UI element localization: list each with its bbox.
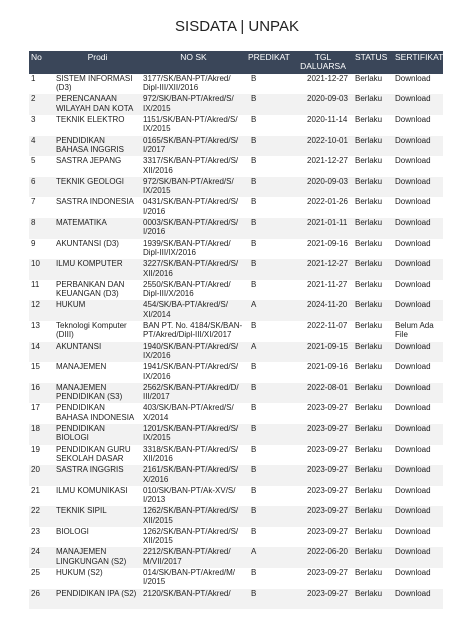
cell-prodi: PENDIDIKAN IPA (S2)	[56, 588, 137, 598]
cell-nosk: 1940/SK/BAN-PT/Akred/S/ IX/2016	[143, 341, 239, 360]
cell-nosk: 1201/SK/BAN-PT/Akred/S/ IX/2015	[143, 423, 239, 443]
header-prodi: Prodi	[87, 52, 108, 62]
cell-no: 6	[31, 176, 36, 186]
download-link[interactable]: Download	[395, 444, 431, 454]
cell-nosk: 0165/SK/BAN-PT/Akred/S/ I/2017	[143, 135, 239, 154]
cell-tgl-daluarsa: 2023-09-27	[307, 506, 348, 516]
cell-tgl-daluarsa: 2023-09-27	[307, 423, 348, 433]
cell-no: 13	[31, 320, 40, 330]
header-no: No	[31, 52, 42, 62]
table-row	[29, 445, 443, 466]
cell-tgl-daluarsa: 2022-10-01	[307, 135, 348, 145]
download-link[interactable]: Download	[395, 259, 431, 269]
cell-status: Berlaku	[355, 588, 383, 598]
table-row	[29, 383, 443, 404]
cell-no: 23	[31, 526, 40, 536]
cell-tgl-daluarsa: 2023-09-27	[307, 485, 348, 495]
cell-predikat: B	[251, 94, 257, 104]
cell-predikat: B	[251, 465, 257, 475]
cell-no: 22	[31, 506, 40, 516]
cell-nosk: 3227/SK/BAN-PT/Akred/S/ XII/2016	[143, 259, 239, 278]
cell-nosk: 3318/SK/BAN-PT/Akred/S/ XII/2016	[143, 444, 239, 463]
cell-predikat: B	[251, 403, 257, 413]
cell-predikat: B	[251, 444, 257, 454]
cell-no: 3	[31, 115, 36, 124]
cell-prodi: ILMU KOMUNIKASI	[56, 485, 128, 495]
download-link[interactable]: Download	[395, 382, 431, 392]
cell-nosk: BAN PT. No. 4184/SK/BAN-PT/Akred/Dipl-III/XI/2017	[143, 320, 243, 340]
cell-no: 7	[31, 197, 36, 207]
download-link[interactable]: Download	[395, 568, 431, 578]
cell-prodi: TEKNIK GEOLOGI	[56, 176, 125, 186]
table-row	[29, 136, 443, 157]
cell-no: 5	[31, 156, 36, 166]
cell-tgl-daluarsa: 2021-09-15	[307, 341, 348, 351]
cell-status: Berlaku	[355, 259, 383, 269]
cell-status: Berlaku	[355, 403, 383, 413]
cell-tgl-daluarsa: 2023-09-27	[307, 526, 348, 536]
cell-no: 10	[31, 259, 40, 269]
cell-nosk: 1941/SK/BAN-PT/Akred/S/ IX/2016	[143, 362, 239, 381]
cell-tgl-daluarsa: 2021-09-16	[307, 362, 348, 372]
download-link[interactable]: Download	[395, 73, 431, 83]
table-row	[29, 527, 443, 548]
cell-predikat: B	[251, 156, 257, 166]
cell-tgl-daluarsa: 2021-12-27	[307, 259, 348, 269]
cell-prodi: SISTEM INFORMASI (D3)	[56, 73, 133, 93]
cell-no: 11	[31, 279, 40, 289]
cell-prodi: HUKUM	[56, 300, 86, 310]
download-link[interactable]: Download	[395, 341, 431, 351]
cell-tgl-daluarsa: 2020-09-03	[307, 94, 348, 104]
cell-prodi: MANAJEMEN PENDIDIKAN (S3)	[56, 382, 123, 402]
download-link[interactable]: Download	[395, 156, 431, 166]
cell-tgl-daluarsa: 2021-01-11	[307, 217, 348, 227]
cell-no: 18	[31, 423, 40, 433]
cell-status: Berlaku	[355, 73, 383, 83]
cell-no: 19	[31, 444, 40, 454]
cell-predikat: B	[251, 506, 257, 516]
cell-prodi: SASTRA INGGRIS	[56, 465, 124, 475]
cell-predikat: B	[251, 73, 257, 83]
cell-status: Berlaku	[355, 465, 383, 475]
cell-no: 17	[31, 403, 40, 413]
download-link[interactable]: Download	[395, 279, 431, 289]
table-row	[29, 177, 443, 198]
cell-tgl-daluarsa: 2023-09-27	[307, 403, 348, 413]
cell-predikat: B	[251, 259, 257, 269]
header-tgl-daluarsa: TGL DALUARSA	[300, 52, 346, 72]
cell-prodi: PERENCANAAN WILAYAH DAN KOTA	[56, 94, 134, 113]
table-row	[29, 547, 443, 568]
cell-status: Berlaku	[355, 217, 383, 227]
cell-no: 20	[31, 465, 40, 475]
cell-sertifikat: Belum Ada File	[395, 320, 434, 340]
cell-status: Berlaku	[355, 485, 383, 495]
download-link[interactable]: Download	[395, 94, 431, 104]
cell-prodi: PENDIDIKAN GURU SEKOLAH DASAR	[56, 444, 131, 463]
cell-no: 21	[31, 485, 40, 495]
cell-tgl-daluarsa: 2021-12-27	[307, 73, 348, 83]
cell-nosk: 1939/SK/BAN-PT/Akred/ Dipl-III/IX/2016	[143, 238, 231, 257]
table-row	[29, 342, 443, 363]
cell-nosk: 1262/SK/BAN-PT/Akred/S/ XII/2015	[143, 506, 239, 525]
cell-prodi: AKUNTANSI (D3)	[56, 238, 119, 248]
cell-status: Berlaku	[355, 423, 383, 433]
cell-prodi: TEKNIK ELEKTRO	[56, 115, 125, 124]
cell-no: 12	[31, 300, 40, 310]
cell-no: 1	[31, 73, 36, 83]
cell-predikat: A	[251, 547, 257, 557]
header-sertifikat: SERTIFIKAT	[395, 52, 444, 62]
cell-predikat: B	[251, 588, 257, 598]
cell-nosk: 972/SK/BAN-PT/Akred/S/ IX/2015	[143, 176, 234, 196]
cell-status: Berlaku	[355, 176, 383, 186]
cell-prodi: AKUNTANSI	[56, 341, 102, 351]
cell-status: Berlaku	[355, 94, 383, 104]
cell-tgl-daluarsa: 2024-11-20	[307, 300, 348, 310]
page-title: SISDATA | UNPAK	[175, 18, 299, 35]
cell-no: 24	[31, 547, 40, 557]
cell-tgl-daluarsa: 2021-09-16	[307, 238, 348, 248]
cell-predikat: B	[251, 115, 257, 124]
cell-nosk: 010/SK/BAN-PT/Ak-XV/S/ I/2013	[143, 485, 236, 505]
cell-tgl-daluarsa: 2023-09-27	[307, 588, 348, 598]
cell-nosk: 2550/SK/BAN-PT/Akred/ Dipl-III/X/2016	[143, 279, 231, 299]
table-row	[29, 218, 443, 239]
cell-nosk: 403/SK/BAN-PT/Akred/S/ X/2014	[143, 403, 234, 422]
table-row	[29, 568, 443, 589]
cell-predikat: B	[251, 279, 257, 289]
cell-predikat: B	[251, 135, 257, 145]
table-row	[29, 486, 443, 507]
table-row	[29, 74, 443, 95]
cell-tgl-daluarsa: 2023-09-27	[307, 568, 348, 578]
cell-predikat: B	[251, 238, 257, 248]
cell-predikat: B	[251, 217, 257, 227]
table-row	[29, 259, 443, 280]
download-link[interactable]: Download	[395, 135, 431, 145]
cell-predikat: B	[251, 320, 257, 330]
cell-tgl-daluarsa: 2020-09-03	[307, 176, 348, 186]
cell-tgl-daluarsa: 2022-06-20	[307, 547, 348, 557]
cell-prodi: Teknologi Komputer (DIII)	[56, 320, 127, 340]
download-link[interactable]: Download	[395, 485, 431, 495]
table-row	[29, 197, 443, 218]
table-row	[29, 239, 443, 260]
cell-no: 14	[31, 341, 40, 351]
cell-no: 16	[31, 382, 40, 392]
download-link[interactable]: Download	[395, 588, 431, 598]
cell-nosk: 3317/SK/BAN-PT/Akred/S/ XII/2016	[143, 156, 239, 175]
cell-no: 4	[31, 135, 36, 145]
cell-no: 9	[31, 238, 36, 248]
cell-status: Berlaku	[355, 320, 383, 330]
cell-status: Berlaku	[355, 156, 383, 166]
cell-nosk: 454/SK/BA-PT/Akred/S/ XI/2014	[143, 300, 228, 319]
cell-status: Berlaku	[355, 300, 383, 310]
cell-nosk: 1262/SK/BAN-PT/Akred/S/ XII/2015	[143, 526, 239, 546]
table-row	[29, 300, 443, 321]
header-predikat: PREDIKAT	[248, 52, 290, 62]
download-link[interactable]: Download	[395, 197, 431, 207]
cell-prodi: MANAJEMEN	[56, 362, 107, 372]
cell-prodi: PENDIDIKAN BIOLOGI	[56, 423, 105, 443]
cell-predikat: B	[251, 176, 257, 186]
cell-predikat: A	[251, 300, 257, 310]
cell-prodi: HUKUM (S2)	[56, 568, 103, 578]
cell-prodi: MATEMATIKA	[56, 217, 107, 227]
cell-status: Berlaku	[355, 547, 383, 557]
cell-tgl-daluarsa: 2021-12-27	[307, 156, 348, 166]
cell-nosk: 2161/SK/BAN-PT/Akred/S/ X/2016	[143, 465, 239, 484]
cell-nosk: 0003/SK/BAN-PT/Akred/S/ I/2016	[143, 217, 239, 237]
cell-no: 8	[31, 217, 36, 227]
cell-nosk: 972/SK/BAN-PT/Akred/S/ IX/2015	[143, 94, 234, 113]
download-link[interactable]: Download	[395, 362, 431, 372]
cell-no: 2	[31, 94, 36, 104]
table-row	[29, 115, 443, 136]
table-row	[29, 362, 443, 383]
cell-predikat: B	[251, 485, 257, 495]
download-link[interactable]: Download	[395, 115, 431, 124]
cell-tgl-daluarsa: 2020-11-14	[307, 115, 348, 124]
cell-prodi: PENDIDIKAN BAHASA INGGRIS	[56, 135, 125, 154]
cell-prodi: SASTRA JEPANG	[56, 156, 122, 166]
accreditation-table	[29, 51, 443, 609]
cell-status: Berlaku	[355, 362, 383, 372]
cell-tgl-daluarsa: 2021-11-27	[307, 279, 348, 289]
cell-tgl-daluarsa: 2022-08-01	[307, 382, 348, 392]
cell-predikat: B	[251, 382, 257, 392]
cell-status: Berlaku	[355, 568, 383, 578]
download-link[interactable]: Download	[395, 526, 431, 536]
cell-predikat: A	[251, 341, 257, 351]
cell-nosk: 3177/SK/BAN-PT/Akred/ Dipl-III/XII/2016	[143, 73, 231, 93]
cell-prodi: PERBANKAN DAN KEUANGAN (D3)	[56, 279, 125, 299]
cell-status: Berlaku	[355, 197, 383, 207]
cell-predikat: B	[251, 362, 257, 372]
header-status: STATUS	[355, 52, 388, 62]
table-row	[29, 280, 443, 301]
cell-status: Berlaku	[355, 115, 383, 124]
cell-status: Berlaku	[355, 382, 383, 392]
download-link[interactable]: Download	[395, 423, 431, 433]
download-link[interactable]: Download	[395, 300, 431, 310]
cell-status: Berlaku	[355, 279, 383, 289]
cell-predikat: B	[251, 526, 257, 536]
cell-status: Berlaku	[355, 135, 383, 145]
cell-prodi: TEKNIK SIPIL	[56, 506, 107, 516]
cell-prodi: MANAJEMEN LINGKUNGAN (S2)	[56, 547, 127, 566]
cell-nosk: 014/SK/BAN-PT/Akred/M/ I/2015	[143, 568, 236, 587]
download-link[interactable]: Download	[395, 176, 431, 186]
cell-status: Berlaku	[355, 526, 383, 536]
cell-nosk: 2562/SK/BAN-PT/Akred/D/ III/2017	[143, 382, 239, 402]
table-header-row	[29, 51, 443, 74]
download-link[interactable]: Download	[395, 506, 431, 516]
table-row	[29, 506, 443, 527]
header-nosk: NO SK	[180, 52, 207, 62]
table-row	[29, 424, 443, 445]
table-row	[29, 94, 443, 115]
download-link[interactable]: Download	[395, 217, 431, 227]
cell-tgl-daluarsa: 2022-01-26	[307, 197, 348, 207]
cell-predikat: B	[251, 197, 257, 207]
cell-no: 25	[31, 568, 40, 578]
table-row	[29, 321, 443, 342]
cell-predikat: B	[251, 423, 257, 433]
cell-status: Berlaku	[355, 238, 383, 248]
download-link[interactable]: Download	[395, 238, 431, 248]
table-row	[29, 465, 443, 486]
cell-prodi: BIOLOGI	[56, 526, 89, 536]
cell-no: 26	[31, 588, 40, 598]
download-link[interactable]: Download	[395, 465, 431, 475]
cell-status: Berlaku	[355, 444, 383, 454]
cell-prodi: SASTRA INDONESIA	[56, 197, 134, 207]
cell-status: Berlaku	[355, 341, 383, 351]
download-link[interactable]: Download	[395, 403, 431, 413]
cell-nosk: 1151/SK/BAN-PT/Akred/S/ IX/2015	[143, 115, 238, 134]
cell-prodi: ILMU KOMPUTER	[56, 259, 123, 269]
download-link[interactable]: Download	[395, 547, 431, 557]
cell-nosk: 2120/SK/BAN-PT/Akred/	[143, 588, 231, 598]
cell-status: Berlaku	[355, 506, 383, 516]
cell-tgl-daluarsa: 2023-09-27	[307, 465, 348, 475]
table-row	[29, 156, 443, 177]
cell-tgl-daluarsa: 2022-11-07	[307, 320, 348, 330]
cell-tgl-daluarsa: 2023-09-27	[307, 444, 348, 454]
table-row	[29, 589, 443, 610]
cell-predikat: B	[251, 568, 257, 578]
cell-nosk: 2212/SK/BAN-PT/Akred/ M/VII/2017	[143, 547, 231, 566]
cell-prodi: PENDIDIKAN BAHASA INDONESIA	[56, 403, 135, 422]
cell-nosk: 0431/SK/BAN-PT/Akred/S/ I/2016	[143, 197, 239, 216]
table-row	[29, 403, 443, 424]
cell-no: 15	[31, 362, 40, 372]
